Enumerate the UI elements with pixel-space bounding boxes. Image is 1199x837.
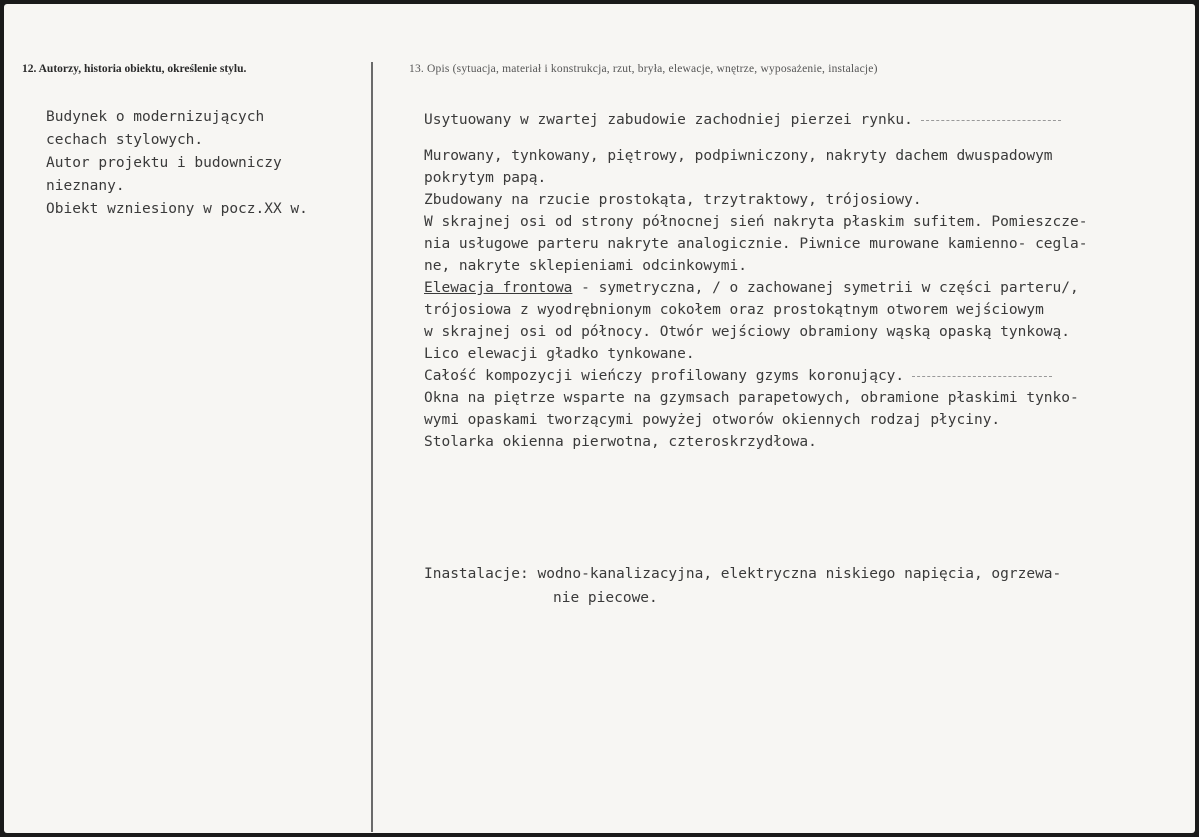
left-line: Obiekt wzniesiony w pocz.XX w. [46, 201, 308, 217]
elevation-text: - symetryczna, / o zachowanej symetrii w części parteru/, [572, 280, 1079, 296]
section-13-text [424, 110, 1087, 454]
section-13-header: 13. Opis (sytuacja, materiał i konstrukcja, rzut, bryła, elewacje, wnętrze, wyposażenie, instalacje) [409, 63, 878, 75]
right-line: Zbudowany na rzucie prostokąta, trzytraktowy, trójosiowy. [424, 192, 922, 208]
right-line: Okna na piętrze wsparte na gzymsach parapetowych, obramione płaskimi tynko- [424, 390, 1079, 406]
left-line: nieznany. [46, 178, 125, 194]
right-line: wymi opaskami tworzącymi powyżej otworów okiennych rodzaj płyciny. [424, 412, 1001, 428]
elevation-line [424, 278, 1087, 300]
right-line: nia usługowe parteru nakryte analogicznie. Piwnice murowane kamienno- cegla- [424, 236, 1088, 252]
right-line: Lico elewacji gładko tynkowane. [424, 346, 695, 362]
right-line [424, 366, 1087, 388]
install-line: Inastalacje: wodno-kanalizacyjna, elektryczna niskiego napięcia, ogrzewa- [424, 566, 1062, 582]
right-line [424, 110, 1087, 132]
left-line: Budynek o modernizujących [46, 109, 265, 125]
installations-text [424, 564, 1061, 612]
right-line: trójosiowa z wyodrębnionym cokołem oraz prostokątnym otworem wejściowym [424, 302, 1044, 318]
right-line: ne, nakryte sklepieniami odcinkowymi. [424, 258, 748, 274]
right-line: w skrajnej osi od północy. Otwór wejściowy obramiony wąską opaską tynkową. [424, 324, 1071, 340]
right-line-text: Usytuowany w zwartej zabudowie zachodniej pierzei rynku. [424, 112, 913, 128]
section-12-text [46, 107, 308, 222]
right-line: W skrajnej osi od strony północnej sień nakryta płaskim sufitem. Pomieszcze- [424, 214, 1088, 230]
right-line: Stolarka okienna pierwotna, czteroskrzydłowa. [424, 434, 817, 450]
dash-fill [912, 375, 1052, 377]
right-line: pokrytym papą. [424, 170, 547, 186]
right-line: Murowany, tynkowany, piętrowy, podpiwniczony, nakryty dachem dwuspadowym [424, 148, 1053, 164]
left-line: cechach stylowych. [46, 132, 204, 148]
right-line-text: Całość kompozycji wieńczy profilowany gzyms koronujący. [424, 368, 905, 384]
section-12-header: 12. Autorzy, historia obiektu, określenie stylu. [22, 63, 247, 75]
elevation-label: Elewacja frontowa [424, 280, 573, 296]
install-line: nie piecowe. [553, 590, 658, 606]
left-line: Autor projektu i budowniczy [46, 155, 282, 171]
dash-fill [921, 119, 1061, 121]
column-divider [371, 62, 373, 832]
